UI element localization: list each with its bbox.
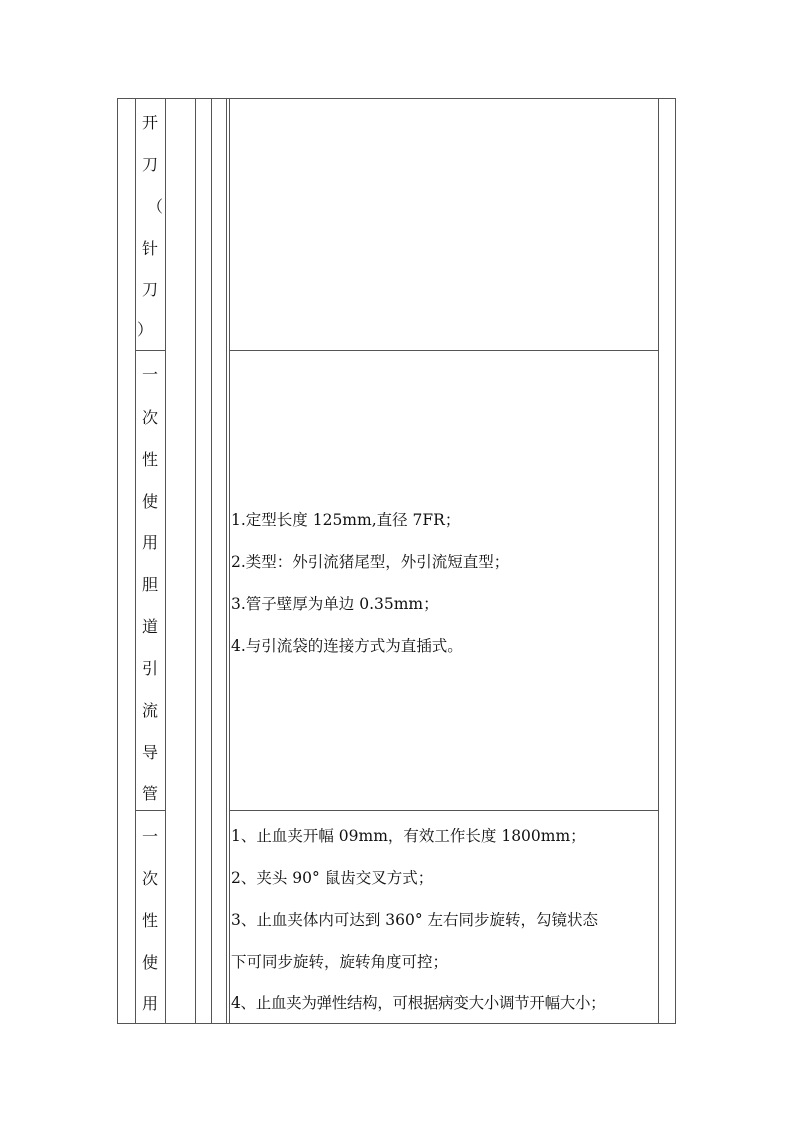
name-char: 使 xyxy=(141,492,158,511)
spec-line: 2、夹头 90° 鼠齿交叉方式； xyxy=(231,869,434,887)
name-char: 刀 xyxy=(141,280,158,299)
name-char: 使 xyxy=(141,953,158,972)
table-border-top xyxy=(117,98,676,99)
row-divider xyxy=(229,810,658,811)
spec-line: 1.定型长度 125mm,直径 7FR； xyxy=(231,511,461,529)
spec-line: 4.与引流袋的连接方式为直插式。 xyxy=(231,637,463,655)
spec-line: 下可同步旋转，旋转角度可控； xyxy=(231,953,449,971)
spec-line: 3、止血夹体内可达到 360° 左右同步旋转，勾镜状态 xyxy=(231,911,599,929)
table-border-right xyxy=(675,98,676,1024)
name-char: 次 xyxy=(141,408,158,427)
column-divider xyxy=(135,98,136,1024)
name-char: 引 xyxy=(141,659,158,678)
row-divider xyxy=(135,810,165,811)
name-char: 用 xyxy=(141,994,158,1013)
row-divider xyxy=(229,350,658,351)
name-char: （ xyxy=(146,197,163,216)
name-char: ） xyxy=(137,320,154,339)
table-border-left xyxy=(117,98,118,1024)
name-char: 道 xyxy=(141,617,158,636)
name-char: 流 xyxy=(141,701,158,720)
column-divider xyxy=(195,98,196,1024)
name-char: 一 xyxy=(141,365,158,384)
name-char: 次 xyxy=(141,869,158,888)
table-border-bottom xyxy=(117,1023,676,1024)
name-char: 性 xyxy=(141,911,158,930)
column-divider xyxy=(229,98,230,1024)
column-divider xyxy=(211,98,212,1024)
name-char: 开 xyxy=(141,113,158,132)
spec-table xyxy=(117,98,677,1024)
spec-line: 3.管子壁厚为单边 0.35mm； xyxy=(231,595,439,613)
spec-line: 4、止血夹为弹性结构，可根据病变大小调节开幅大小； xyxy=(231,994,606,1012)
name-char: 针 xyxy=(141,239,158,258)
name-char: 一 xyxy=(141,827,158,846)
name-char: 刀 xyxy=(141,155,158,174)
spec-line: 1、止血夹开幅 09mm，有效工作长度 1800mm； xyxy=(231,827,586,845)
spec-line: 2.类型：外引流猪尾型，外引流短直型； xyxy=(231,553,510,571)
name-char: 性 xyxy=(141,450,158,469)
column-divider xyxy=(658,98,659,1024)
name-char: 导 xyxy=(141,743,158,762)
row-divider xyxy=(135,350,165,351)
name-char: 管 xyxy=(141,784,158,803)
column-divider xyxy=(226,98,227,1024)
name-char: 胆 xyxy=(141,575,158,594)
column-divider xyxy=(165,98,166,1024)
name-char: 用 xyxy=(141,533,158,552)
